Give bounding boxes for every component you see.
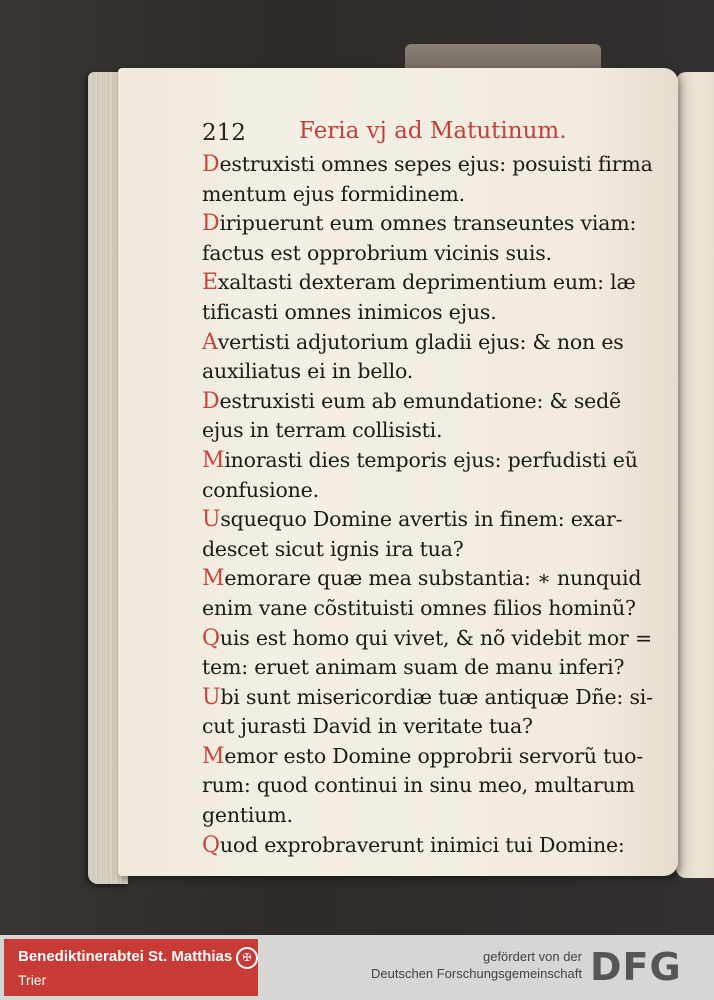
text-line (202, 387, 662, 417)
text-line (202, 742, 662, 772)
red-initial: U (202, 507, 221, 533)
line-text: estruxisti eum ab emundatione: & sedẽ (219, 388, 621, 413)
text-line (202, 328, 662, 358)
text-line (202, 446, 662, 476)
line-text: mentum ejus formidinem. (202, 181, 465, 206)
text-line (202, 535, 662, 565)
line-text: xaltasti dexteram deprimentium eum: læ (217, 270, 636, 295)
line-text: estruxisti omnes sepes ejus: posuisti firma (219, 152, 653, 176)
line-text: emorare quæ mea substantia: ∗ nunquid (224, 566, 642, 591)
red-initial: U (202, 684, 221, 710)
line-text: factus est opprobrium vicinis suis. (202, 240, 552, 265)
line-text: iripuerunt eum omnes transeuntes viam: (219, 211, 637, 236)
line-text: emor esto Domine opprobrii servorũ tuo- (224, 743, 644, 768)
text-line (202, 416, 662, 446)
red-initial: D (202, 152, 220, 177)
footer-banner (0, 935, 714, 1000)
text-line (202, 476, 662, 506)
line-text: uis est homo qui vivet, & nõ videbit mor = (219, 625, 652, 650)
abbey-seal-icon: ✠ (236, 947, 258, 969)
facing-page-edge (676, 72, 714, 878)
line-text: auxiliatus ei in bello. (202, 359, 414, 384)
institution-city: Trier (18, 972, 47, 988)
red-initial: Q (202, 832, 220, 858)
red-initial: A (202, 329, 218, 355)
red-initial: E (202, 270, 218, 296)
institution-badge[interactable] (4, 939, 258, 996)
text-line (202, 683, 662, 713)
text-line (202, 801, 662, 831)
text-line (202, 594, 662, 624)
text-line (202, 209, 662, 239)
line-text: rum: quod continui in sinu meo, multarum (202, 773, 635, 798)
red-initial: D (202, 388, 220, 414)
page-header (202, 118, 662, 152)
dfg-logo[interactable]: DFG (590, 945, 682, 989)
line-text: vertisti adjutorium gladii ejus: & non es (217, 329, 624, 354)
line-text: tem: eruet animam suam de manu inferi? (202, 655, 625, 680)
red-initial: M (202, 743, 225, 769)
running-title: Feria vj ad Matutinum. (299, 118, 567, 144)
line-text: squequo Domine avertis in finem: exar- (220, 507, 623, 532)
red-initial: M (202, 566, 225, 592)
red-initial: D (202, 211, 220, 237)
institution-name: Benediktinerabtei St. Matthias (18, 948, 233, 965)
text-line (202, 150, 662, 180)
text-line (202, 268, 662, 298)
text-line (202, 298, 662, 328)
line-text: enim vane cõstituisti omnes filios hominũ? (202, 595, 636, 620)
line-text: confusione. (202, 477, 319, 502)
line-text: bi sunt misericordiæ tuæ antiquæ Dñe: si- (220, 684, 653, 709)
line-text: inorasti dies temporis ejus: perfudisti eũ (224, 447, 638, 472)
text-line (202, 357, 662, 387)
funding-line-2: Deutschen Forschungsgemeinschaft (370, 966, 582, 981)
red-initial: Q (202, 625, 220, 651)
text-line (202, 180, 662, 210)
text-line (202, 239, 662, 269)
text-line (202, 831, 662, 861)
line-text: ejus in terram collisisti. (202, 418, 443, 443)
line-text: cut jurasti David in veritate tua? (202, 714, 533, 739)
text-line (202, 771, 662, 801)
text-line (202, 624, 662, 654)
line-text: tificasti omnes inimicos ejus. (202, 299, 497, 324)
text-line (202, 505, 662, 535)
page-number: 212 (202, 120, 246, 146)
line-text: descet sicut ignis ira tua? (202, 536, 464, 561)
funding-line-1: gefördert von der (482, 949, 582, 964)
line-text: uod exprobraverunt inimici tui Domine: (219, 832, 625, 857)
line-text: gentium. (202, 803, 293, 828)
psalm-text (202, 150, 662, 860)
red-initial: M (202, 447, 225, 473)
text-line (202, 712, 662, 742)
text-line (202, 653, 662, 683)
text-line (202, 564, 662, 594)
